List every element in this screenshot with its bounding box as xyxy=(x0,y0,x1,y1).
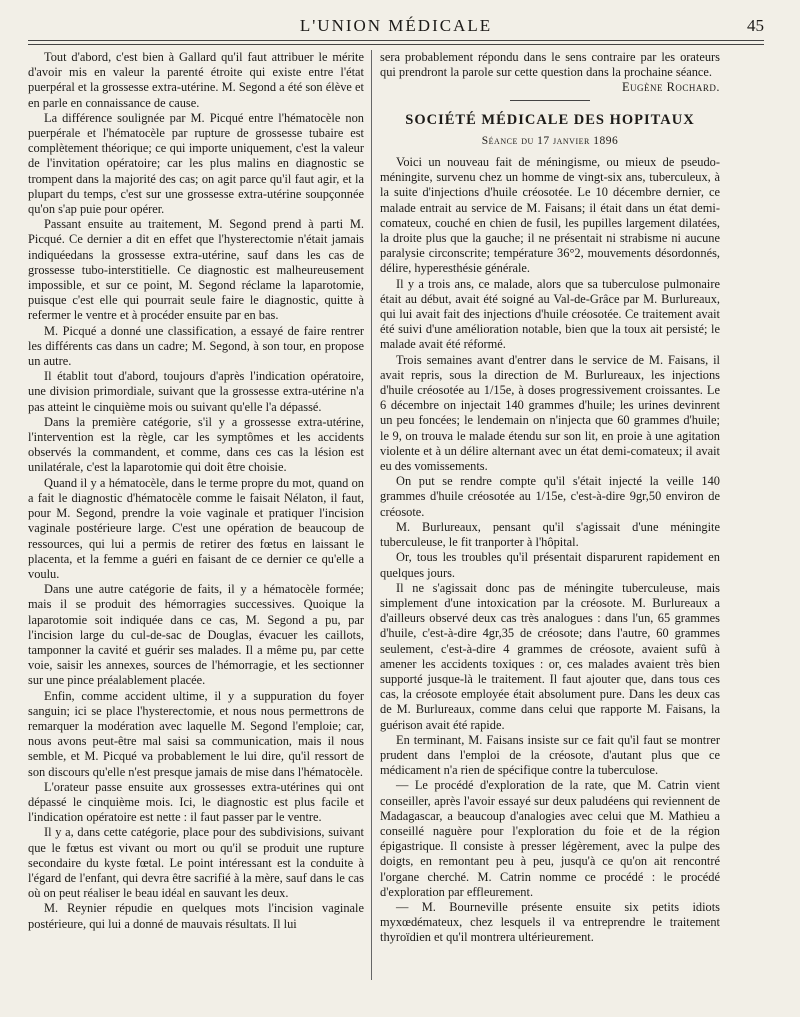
paragraph: Dans la première catégorie, s'il y a grossesse extra-utérine, l'intervention est la règle, car les symptômes et les accidents observés la commandent, et comme, dans ces cas la lésion est unilatérale, c'est la laparotomie qui doit être choisie. xyxy=(28,414,364,475)
session-date: Séance du 17 janvier 1896 xyxy=(481,134,619,147)
paragraph: Quand il y a hématocèle, dans le terme propre du mot, quand on a fait le diagnostic d'hématocèle comme le faisait Nélaton, il faut, pour M. Segond, prendre la voie vaginale et pratiquer l'incision vaginale postérieure large. C'est une opération de beaucoup de ressources, qui lui a permis de retirer des fœtus en laissant le placenta, et la femme a guéri en faisant de ce dernier ce qu'elle a voulu. xyxy=(28,475,364,581)
section-title: SOCIÉTÉ MÉDICALE DES HOPITAUX xyxy=(405,111,695,128)
paragraph: Il y a trois ans, ce malade, alors que sa tuberculose pulmonaire était au début, avait été soigné au Val-de-Grâce par M. Burlureaux, qui lui avait fait des injections d'huile créosotée. Ce traitement avait été suivi d'une amélioration notable, bien que la toux ait persisté; le malade avait été réformé. xyxy=(380,276,720,352)
paragraph: M. Burlureaux, pensant qu'il s'agissait d'une méningite tuberculeuse, le fit tranporter à l'hôpital. xyxy=(380,519,720,550)
paragraph: L'orateur passe ensuite aux grossesses extra-utérines qui ont dépassé le cinquième mois. Ici, le diagnostic est plus facile et l'indication opératoire est nette : il faut passer par le ventre. xyxy=(28,779,364,825)
paragraph: — M. Bourneville présente ensuite six petits idiots myxœdémateux, chez lesquels il va entreprendre le traitement thyroïdien et qu'il montrera ultérieurement. xyxy=(380,899,720,945)
author-signature: Eugène Rochard. xyxy=(621,80,720,95)
paragraph: M. Picqué a donné une classification, a essayé de faire rentrer les différents cas dans un cadre; M. Segond, à son tour, en propose un autre. xyxy=(28,323,364,369)
paragraph: M. Reynier répudie en quelques mots l'incision vaginale postérieure, qui lui a donné de mauvais résultats. Il lui xyxy=(28,901,364,931)
paragraph: Il établit tout d'abord, toujours d'après l'indication opératoire, une division primordiale, suivant que la grossesse extra-utérine n'a pas atteint le cinquième mois ou suivant qu'elle l'a dépassé. xyxy=(28,369,364,414)
paragraph: — Le procédé d'exploration de la rate, que M. Catrin vient conseiller, après l'avoir essayé sur deux paludéens qui reviennent de Madagascar, a beaucoup d'analogies avec celui que M. Mathieu a conseillé naguère pour l'exploration du foie et de la région épigastrique. Il consiste à presser légèrement, avec la pulpe des doigts, en remontant peu à peu, jusqu'à ce qu'on ait rencontré l'organe cherché. M. Catrin nomme ce procédé : le procédé d'exploration par effleurement. xyxy=(380,778,720,899)
paragraph: Tout d'abord, c'est bien à Gallard qu'il faut attribuer le mérite d'avoir mis en valeur la parenté étroite qui existe entre l'état puerpéral et la grossesse extra-utérine. M. Segond a été son élève et en parle en connaissance de cause. xyxy=(28,50,364,110)
paragraph: Or, tous les troubles qu'il présentait disparurent rapidement en quelques jours. xyxy=(380,550,720,580)
running-title: L'UNION MÉDICALE xyxy=(299,16,493,35)
page-header xyxy=(28,10,764,40)
paragraph: Il ne s'agissait donc pas de méningite tuberculeuse, mais simplement d'une intoxication par la créosote. M. Burlureaux a d'ailleurs observé deux cas très analogues : dans l'un, 65 grammes d'huile, c'est-à-dire 4gr,35 de créosote; dans l'autre, 60 grammes seulement, c'est-à-dire 4 grammes de créosote, avaient sufû à amener les accidents toxiques : or, ces malades avaient très bien supporté jusque-là le traitement. Il faut ajouter que, dans tous ces cas, la créosote employée était absolument pure. Dans les deux cas de M. Burlureaux, comme dans celui que rapporte M. Faisans, la guérison avait été rapide. xyxy=(380,580,720,732)
section-rule xyxy=(510,100,590,101)
paragraph: Voici un nouveau fait de méningisme, ou mieux de pseudo-méningite, survenu chez un homme de vingt-six ans, tuberculeux, à la suite d'injections d'huile créosotée. Le 10 décembre dernier, ce malade entrait au service de M. Faisans; il était dans un état demi-comateux, couché en chien de fusil, les pupilles largement dilatées, la droite plus que la gauche; il ne présentait ni strabisme ni aucune paralysie circonscrite; température 36°2, mouvements désordonnés, délire, hyperesthésie générale. xyxy=(380,155,720,276)
paragraph: Trois semaines avant d'entrer dans le service de M. Faisans, il avait repris, sous la direction de M. Burlureaux, les injections d'huile créosotée au 1/15e, à doses progressivement croissantes. Le 6 décembre on injectait 140 grammes d'huile; les urines devinrent un peu foncées; le lendemain on n'injecta que 60 grammes d'huile; le 9, on trouva le malade étendu sur son lit, en proie à une agitation violente et à un délire alternant avec un état demi-comateux; il avait eu des vomissements. xyxy=(380,352,720,474)
paragraph: sera probablement répondu dans le sens contraire par les orateurs qui prendront la parole sur cette question dans la prochaine séance. xyxy=(380,50,720,80)
left-column xyxy=(28,50,364,932)
paragraph: On put se rendre compte qu'il s'était injecté la veille 140 grammes d'huile créosotée au 1/15e, c'est-à-dire 9gr,50 environ de créosote. xyxy=(380,474,720,519)
paragraph: En terminant, M. Faisans insiste sur ce fait qu'il faut se montrer prudent dans l'emploi de la créosote, d'autant plus que ce médicament n'a rien de spécifique contre la tuberculose. xyxy=(380,732,720,778)
column-divider xyxy=(371,50,372,980)
right-column xyxy=(380,50,720,946)
paragraph: Passant ensuite au traitement, M. Segond prend à parti M. Picqué. Ce dernier a dit en effet que l'hysterectomie n'était jamais indiquéedans la grossesse extra-utérine, sauf dans les cas de grossesse tubo-interstitielle. Ce diagnostic est malheureusement impossible, et sur ce point, M. Segond réclame la laparotomie, puisque c'est elle qui pourrait seule faire le diagnostic, quitte à refermer le ventre et à procéder ensuite par en bas. xyxy=(28,217,364,323)
paragraph: La différence soulignée par M. Picqué entre l'hématocèle non puerpérale et l'hématocèle par rupture de grossesse tubaire est complètement théorique; ce qui importe uniquement, c'est la valeur de l'invitation opératoire; car les plus malins en diagnostic se trompent dans la majorité des cas; on agit parce qu'il faut agir, et la plupart du temps, c'est sur une grossesse extra-utérine soupçonnée qu'on s'ap puie pour opérer. xyxy=(28,110,364,217)
paragraph: Il y a, dans cette catégorie, place pour des subdivisions, suivant que le fœtus est vivant ou mort ou qu'il se produit une rupture secondaire du kyste fœtal. Le point intéressant est la conduite à l'égard de l'enfant, qui devra être sacrifié à la mère, sauf dans le cas où on peut réaliser le beau idéal en sauvant les deux. xyxy=(28,825,364,901)
paragraph: Enfin, comme accident ultime, il y a suppuration du foyer sanguin; ici se place l'hysterectomie, et nous nous permettrons de remarquer la modération avec laquelle M. Segond l'emploie; car, nous avons peut-être mal saisi sa communication, mais il nous semble, et M. Picqué va probablement le lui dire, qu'il ressort de son discours qu'elle n'est presque jamais de mise dans l'hématocèle. xyxy=(28,688,364,779)
header-rule xyxy=(28,40,764,45)
page-number: 45 xyxy=(747,16,764,35)
paragraph: Dans une autre catégorie de faits, il y a hématocèle formée; mais il se produit des hémorragies successives. Quoique la laparotomie soit indiquée dans ce cas, M. Segond a pu, par l'incision large du cul-de-sac de Douglas, évacuer les caillots, tamponner la cavité et guérir ses malades. Il a même pu, par cette voie, saisir les annexes, sources de l'hémorragie, et les sectionner sur une pince préalablement placée. xyxy=(28,582,364,688)
